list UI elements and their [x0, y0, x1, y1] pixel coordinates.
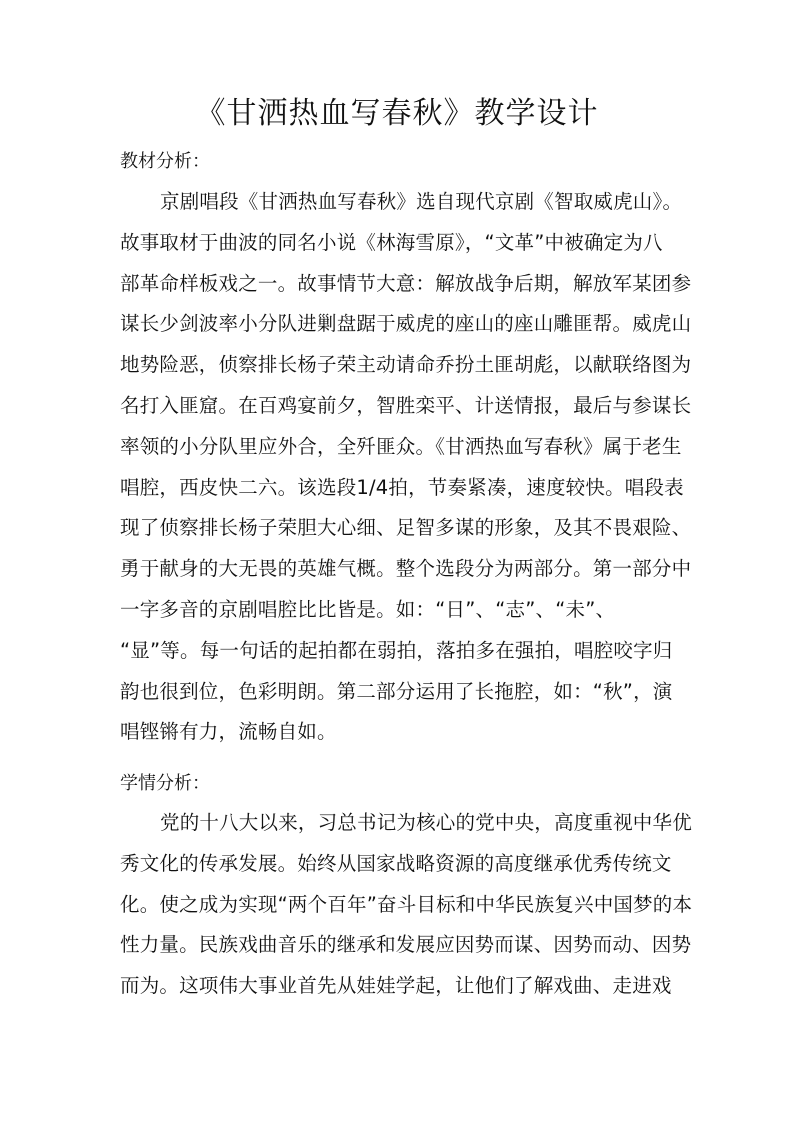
paragraph-textbook-analysis: [120, 182, 692, 753]
document-title: 《甘洒热血写春秋》教学设计: [195, 96, 599, 131]
text-line: 韵也很到位，色彩明朗。第二部分运用了长拖腔，如：“秋”，演: [120, 679, 673, 703]
text-line: 现了侦察排长杨子荣胆大心细、足智多谋的形象，及其不畏艰险、: [120, 516, 692, 540]
section-heading-textbook-analysis: 教材分析：: [120, 151, 210, 172]
paragraph-student-analysis: [120, 803, 693, 1007]
text-line: 谋长少剑波率小分队进剿盘踞于威虎的座山的座山雕匪帮。威虎山: [120, 312, 692, 336]
text-line: 故事取材于曲波的同名小说《林海雪原》，“文革”中被确定为八: [120, 230, 663, 254]
text-line: 唱腔，西皮快二六。该选段1/4拍，节奏紧凑，速度较快。唱段表: [120, 475, 684, 499]
text-line: 地势险恶，侦察排长杨子荣主动请命乔扮土匪胡彪，以献联络图为: [120, 353, 692, 377]
text-line: 而为。这项伟大事业首先从娃娃学起，让他们了解戏曲、走进戏: [120, 974, 672, 998]
text-line: 党的十八大以来，习总书记为核心的党中央，高度重视中华优: [160, 811, 692, 834]
text-line: 性力量。民族戏曲音乐的继承和发展应因势而谋、因势而动、因势: [120, 933, 692, 957]
text-line: 一字多音的京剧唱腔比比皆是。如：“日”、“志”、“未”、: [120, 597, 616, 621]
text-line: 京剧唱段《甘洒热血写春秋》选自现代京剧《智取威虎山》。: [160, 190, 683, 213]
text-line: 名打入匪窟。在百鸡宴前夕，智胜栾平、计送情报，最后与参谋长: [120, 393, 692, 417]
section-heading-student-analysis: 学情分析：: [120, 773, 210, 794]
text-line: 部革命样板戏之一。故事情节大意：解放战争后期，解放军某团参: [120, 271, 692, 295]
text-line: 化。使之成为实现“两个百年”奋斗目标和中华民族复兴中国梦的本: [120, 892, 693, 916]
text-line: 率领的小分队里应外合，全歼匪众。《甘洒热血写春秋》属于老生: [120, 434, 682, 458]
text-line: 勇于献身的大无畏的英雄气概。整个选段分为两部分。第一部分中: [120, 557, 692, 581]
text-line: 唱铿锵有力，流畅自如。: [120, 720, 337, 744]
text-line: 秀文化的传承发展。始终从国家战略资源的高度继承优秀传统文: [120, 851, 672, 875]
text-line: “显”等。每一句话的起拍都在弱拍，落拍多在强拍，唱腔咬字归: [120, 638, 673, 662]
